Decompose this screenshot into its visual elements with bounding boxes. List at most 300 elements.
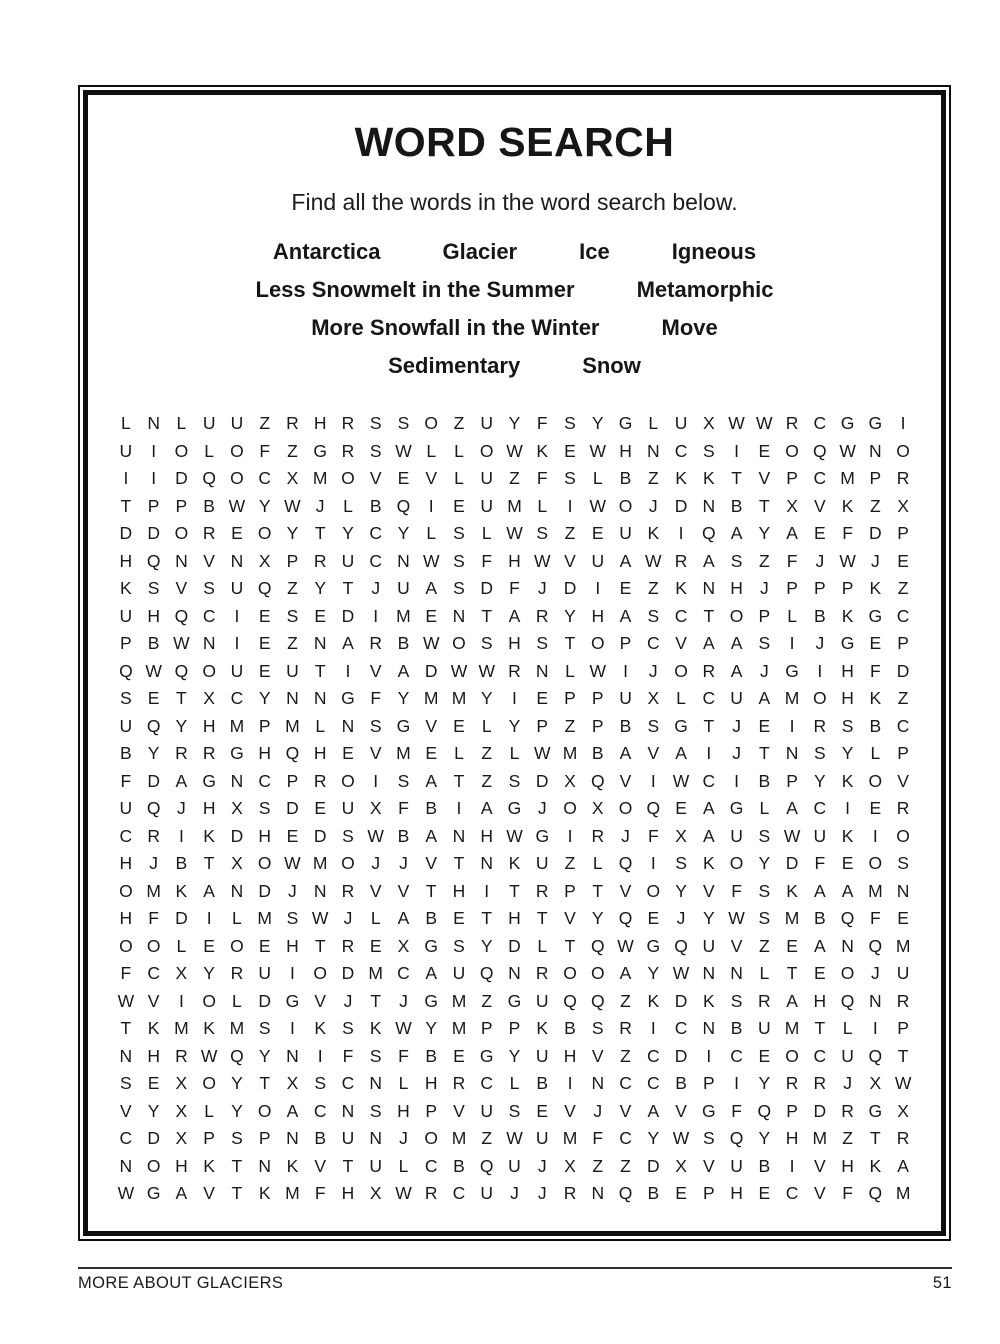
grid-letter: I — [428, 495, 434, 516]
grid-letter: J — [399, 853, 408, 873]
grid-letter: A — [702, 798, 715, 818]
grid-letter: Y — [813, 770, 826, 791]
grid-letter: H — [147, 605, 160, 626]
grid-letter: B — [120, 743, 132, 763]
grid-letter: Q — [146, 715, 161, 736]
grid-letter: I — [567, 495, 573, 516]
grid-letter: E — [758, 440, 771, 461]
grid-letter: O — [618, 798, 633, 818]
grid-letter: V — [564, 1100, 576, 1121]
grid-letter: M — [784, 1018, 800, 1038]
grid-letter: Q — [479, 963, 494, 983]
grid-letter: X — [869, 1073, 882, 1093]
grid-letter: N — [730, 963, 743, 983]
grid-letter: E — [425, 743, 438, 763]
grid-letter: O — [202, 1073, 216, 1093]
grid-letter: N — [785, 743, 799, 763]
grid-letter: K — [286, 1155, 299, 1176]
grid-letter: H — [508, 908, 521, 928]
grid-letter: T — [509, 880, 520, 901]
grid-letter: Y — [397, 523, 410, 543]
grid-letter: S — [203, 578, 215, 598]
grid-letter: P — [786, 578, 798, 598]
grid-letter: T — [758, 743, 770, 763]
grid-letter: R — [563, 1183, 577, 1203]
grid-letter: N — [313, 880, 327, 901]
grid-letter: J — [537, 798, 547, 818]
grid-letter: F — [370, 688, 382, 708]
grid-letter: E — [536, 1100, 549, 1121]
grid-letter: U — [535, 1045, 549, 1066]
grid-letter: W — [839, 440, 856, 461]
grid-letter: Q — [146, 798, 161, 818]
page-frame-inner — [83, 90, 946, 1236]
grid-letter: H — [619, 440, 632, 461]
grid-letter: Y — [841, 743, 854, 763]
grid-letter: N — [591, 1183, 605, 1203]
grid-letter: E — [453, 715, 465, 736]
grid-letter: R — [508, 660, 521, 681]
grid-letter: B — [203, 495, 215, 516]
grid-letter: L — [398, 1155, 409, 1176]
grid-letter: S — [702, 440, 715, 461]
grid-letter: Y — [647, 1128, 660, 1148]
grid-letter: Y — [591, 908, 604, 928]
grid-letter: E — [258, 633, 271, 653]
grid-letter: L — [787, 605, 797, 626]
grid-letter: X — [675, 825, 687, 846]
grid-letter: J — [732, 743, 741, 763]
grid-letter: U — [674, 413, 688, 433]
grid-letter: M — [146, 880, 161, 901]
grid-letter: E — [841, 853, 854, 873]
grid-letter: S — [675, 853, 687, 873]
grid-letter: T — [453, 853, 465, 873]
grid-letter: U — [369, 1155, 383, 1176]
grid-letter: G — [424, 990, 439, 1011]
grid-letter: K — [314, 1018, 327, 1038]
grid-letter: J — [371, 578, 381, 598]
grid-letter: V — [369, 880, 382, 901]
grid-letter: R — [535, 880, 549, 901]
grid-letter: S — [730, 550, 743, 571]
grid-letter: I — [567, 825, 573, 846]
grid-letter: N — [341, 715, 355, 736]
grid-letter: T — [314, 935, 326, 956]
grid-letter: W — [645, 550, 662, 571]
grid-letter: E — [425, 605, 438, 626]
grid-letter: O — [868, 770, 883, 791]
grid-letter: Q — [840, 908, 855, 928]
grid-letter: N — [702, 963, 716, 983]
grid-letter: V — [314, 990, 327, 1011]
grid-letter: Y — [758, 523, 771, 543]
grid-letter: N — [202, 633, 216, 653]
grid-letter: A — [675, 743, 687, 763]
grid-letter: V — [564, 908, 576, 928]
grid-letter: E — [258, 660, 271, 681]
grid-letter: V — [758, 468, 771, 488]
grid-letter: P — [536, 715, 549, 736]
grid-letter: I — [650, 1018, 656, 1038]
grid-letter: P — [175, 495, 188, 516]
grid-letter: Z — [647, 578, 659, 598]
grid-letter: O — [202, 660, 216, 681]
grid-letter: V — [647, 743, 660, 763]
grid-letter: Q — [479, 1155, 494, 1176]
grid-letter: R — [896, 990, 910, 1011]
grid-letter: E — [675, 798, 687, 818]
grid-letter: H — [147, 1045, 160, 1066]
grid-letter: S — [647, 605, 660, 626]
grid-letter: E — [897, 550, 909, 571]
grid-letter: N — [397, 550, 410, 571]
grid-letter: I — [234, 605, 240, 626]
grid-letter: H — [119, 550, 133, 571]
grid-letter: E — [647, 908, 660, 928]
grid-letter: X — [175, 1128, 188, 1148]
grid-letter: Q — [174, 605, 189, 626]
grid-letter: F — [842, 1183, 853, 1203]
grid-letter: N — [480, 853, 494, 873]
grid-letter: E — [619, 578, 632, 598]
grid-letter: F — [398, 1045, 409, 1066]
grid-letter: W — [506, 523, 523, 543]
grid-letter: Q — [202, 468, 216, 488]
grid-letter: O — [230, 935, 244, 956]
grid-letter: O — [119, 880, 133, 901]
grid-letter: X — [175, 1073, 188, 1093]
grid-letter: E — [258, 935, 271, 956]
grid-letter: E — [314, 605, 327, 626]
grid-letter: Q — [257, 578, 272, 598]
grid-letter: G — [479, 1045, 494, 1066]
grid-letter: P — [786, 770, 798, 791]
grid-letter: H — [313, 413, 327, 433]
grid-letter: B — [813, 605, 826, 626]
grid-letter: Y — [286, 523, 299, 543]
grid-letter: I — [151, 468, 157, 488]
grid-letter: M — [229, 1018, 245, 1038]
grid-letter: H — [480, 825, 494, 846]
grid-letter: Q — [729, 1128, 744, 1148]
grid-letter: C — [813, 413, 827, 433]
grid-letter: Q — [868, 1183, 883, 1203]
grid-letter: M — [451, 1018, 467, 1038]
grid-letter: N — [313, 633, 327, 653]
grid-letter: Q — [813, 440, 827, 461]
grid-letter: D — [258, 990, 271, 1011]
grid-letter: Z — [453, 413, 465, 433]
grid-letter: T — [120, 495, 132, 516]
grid-letter: M — [784, 688, 800, 708]
grid-letter: K — [120, 578, 132, 598]
grid-letter: J — [343, 908, 353, 928]
grid-letter: R — [202, 743, 216, 763]
grid-letter: D — [175, 468, 188, 488]
grid-letter: T — [897, 1045, 909, 1066]
grid-letter: E — [591, 523, 604, 543]
grid-letter: K — [869, 1155, 882, 1176]
grid-letter: R — [619, 1018, 632, 1038]
grid-letter: X — [675, 1155, 687, 1176]
grid-letter: N — [230, 550, 244, 571]
grid-letter: C — [674, 1018, 688, 1038]
grid-letter: B — [425, 798, 438, 818]
grid-letter: H — [258, 743, 271, 763]
grid-letter: T — [870, 1128, 881, 1148]
grid-letter: S — [758, 825, 771, 846]
grid-letter: I — [734, 770, 739, 791]
grid-letter: C — [619, 1073, 632, 1093]
grid-letter: G — [507, 798, 522, 818]
grid-letter: C — [646, 633, 660, 653]
grid-letter: X — [286, 1073, 299, 1093]
grid-letter: T — [203, 853, 215, 873]
grid-letter: T — [814, 1018, 826, 1038]
grid-letter: D — [341, 963, 355, 983]
grid-letter: W — [533, 743, 551, 763]
grid-letter: E — [564, 440, 576, 461]
grid-letter: I — [289, 963, 295, 983]
grid-letter: V — [203, 550, 215, 571]
grid-letter: E — [286, 825, 299, 846]
grid-letter: I — [512, 688, 517, 708]
grid-letter: B — [175, 853, 188, 873]
grid-letter: V — [702, 880, 715, 901]
grid-letter: R — [535, 963, 549, 983]
grid-letter: W — [200, 1045, 218, 1066]
grid-letter: U — [119, 440, 133, 461]
grid-letter: G — [285, 990, 300, 1011]
grid-letter: A — [425, 825, 438, 846]
grid-letter: P — [564, 688, 576, 708]
grid-letter: S — [758, 880, 771, 901]
grid-letter: L — [509, 743, 520, 763]
grid-letter: L — [343, 495, 353, 516]
grid-letter: S — [647, 715, 660, 736]
grid-letter: L — [592, 468, 603, 488]
grid-letter: D — [563, 578, 577, 598]
grid-letter: M — [451, 990, 467, 1011]
grid-letter: R — [286, 413, 299, 433]
grid-letter: R — [896, 468, 910, 488]
grid-letter: J — [870, 963, 880, 983]
grid-letter: U — [480, 495, 494, 516]
grid-letter: Y — [508, 413, 521, 433]
grid-letter: R — [341, 880, 355, 901]
grid-letter: W — [506, 825, 523, 846]
grid-letter: T — [592, 880, 604, 901]
grid-letter: O — [313, 963, 327, 983]
grid-letter: F — [536, 413, 548, 433]
grid-letter: N — [230, 880, 244, 901]
grid-letter: N — [896, 880, 910, 901]
grid-letter: A — [397, 660, 410, 681]
grid-letter: Q — [590, 935, 605, 956]
grid-letter: K — [536, 1018, 549, 1038]
grid-letter: N — [702, 495, 716, 516]
grid-letter: L — [842, 1018, 853, 1038]
grid-letter: I — [789, 715, 795, 736]
grid-letter: J — [537, 1183, 547, 1203]
grid-letter: R — [341, 440, 355, 461]
grid-letter: X — [231, 798, 243, 818]
grid-letter: R — [341, 413, 355, 433]
grid-letter: U — [841, 1045, 854, 1066]
grid-letter: S — [342, 1018, 354, 1038]
grid-letter: F — [731, 1100, 742, 1121]
grid-letter: A — [508, 605, 521, 626]
grid-letter: H — [841, 688, 854, 708]
grid-letter: D — [535, 770, 549, 791]
grid-letter: N — [369, 1073, 383, 1093]
grid-letter: U — [119, 715, 133, 736]
grid-letter: S — [730, 990, 743, 1011]
grid-letter: H — [785, 1128, 799, 1148]
grid-letter: J — [343, 990, 353, 1011]
grid-letter: I — [678, 523, 684, 543]
grid-letter: F — [314, 1183, 326, 1203]
grid-letter: S — [286, 605, 299, 626]
grid-letter: S — [508, 770, 521, 791]
grid-letter: R — [175, 1045, 188, 1066]
grid-letter: L — [537, 495, 548, 516]
grid-letter: J — [371, 853, 381, 873]
grid-letter: V — [369, 743, 382, 763]
grid-letter: O — [230, 440, 244, 461]
grid-letter: N — [313, 688, 327, 708]
grid-letter: V — [619, 1100, 632, 1121]
grid-letter: X — [369, 798, 382, 818]
grid-letter: V — [397, 880, 410, 901]
grid-letter: D — [424, 660, 438, 681]
grid-letter: Y — [758, 1128, 771, 1148]
grid-letter: C — [119, 825, 133, 846]
grid-letter: X — [702, 413, 715, 433]
grid-letter: P — [897, 1018, 909, 1038]
grid-letter: V — [813, 1155, 826, 1176]
grid-letter: W — [284, 853, 301, 873]
grid-letter: P — [758, 605, 771, 626]
grid-letter: E — [453, 908, 465, 928]
grid-letter: D — [230, 825, 244, 846]
grid-letter: I — [373, 605, 379, 626]
grid-letter: T — [342, 578, 354, 598]
grid-letter: J — [537, 578, 547, 598]
grid-letter: A — [702, 633, 715, 653]
grid-letter: T — [564, 935, 576, 956]
grid-letter: N — [591, 1073, 605, 1093]
grid-letter: T — [342, 1155, 354, 1176]
grid-letter: V — [369, 660, 382, 681]
grid-letter: O — [590, 963, 605, 983]
grid-letter: L — [592, 853, 603, 873]
grid-letter: A — [730, 633, 743, 653]
grid-letter: O — [840, 963, 855, 983]
letter-grid — [112, 410, 917, 1208]
grid-letter: D — [869, 523, 882, 543]
grid-letter: W — [311, 908, 329, 928]
grid-letter: F — [842, 523, 853, 543]
grid-letter: Y — [342, 523, 354, 543]
grid-letter: S — [453, 935, 465, 956]
grid-letter: E — [397, 468, 410, 488]
footer-rule — [78, 1267, 952, 1269]
grid-letter: Z — [481, 990, 493, 1011]
grid-letter: W — [395, 1018, 412, 1038]
grid-letter: C — [397, 963, 410, 983]
grid-letter: S — [536, 523, 549, 543]
grid-letter: W — [783, 825, 801, 846]
grid-letter: A — [425, 963, 438, 983]
grid-letter: H — [591, 605, 605, 626]
grid-letter: X — [175, 1100, 188, 1121]
grid-letter: G — [202, 770, 216, 791]
grid-letter: Q — [701, 523, 716, 543]
grid-letter: C — [313, 1100, 327, 1121]
grid-letter: L — [509, 1073, 520, 1093]
grid-letter: R — [424, 1183, 438, 1203]
grid-letter: R — [313, 550, 327, 571]
grid-letter: P — [203, 1128, 215, 1148]
grid-letter: L — [232, 990, 242, 1011]
grid-letter: H — [202, 715, 216, 736]
grid-letter: N — [230, 770, 244, 791]
grid-letter: Z — [620, 1045, 631, 1066]
grid-letter: S — [369, 440, 382, 461]
grid-letter: B — [813, 908, 826, 928]
grid-letter: C — [674, 440, 688, 461]
grid-letter: S — [813, 743, 826, 763]
grid-letter: R — [202, 523, 216, 543]
grid-letter: Z — [564, 523, 576, 543]
grid-letter: K — [203, 1155, 215, 1176]
grid-letter: Q — [618, 853, 633, 873]
grid-letter: Z — [758, 935, 770, 956]
grid-letter: L — [426, 523, 437, 543]
grid-letter: X — [175, 963, 188, 983]
grid-letter: L — [398, 1073, 409, 1093]
grid-letter: M — [784, 908, 800, 928]
grid-letter: U — [452, 963, 466, 983]
grid-letter: A — [647, 1100, 660, 1121]
grid-letter: N — [702, 1018, 716, 1038]
grid-letter: K — [869, 578, 882, 598]
grid-letter: J — [676, 908, 686, 928]
grid-letter: Z — [897, 688, 909, 708]
grid-letter: P — [591, 688, 604, 708]
grid-letter: R — [230, 963, 244, 983]
grid-letter: E — [813, 963, 826, 983]
grid-letter: O — [896, 825, 910, 846]
grid-letter: N — [341, 1100, 355, 1121]
grid-letter: U — [397, 578, 410, 598]
grid-letter: K — [369, 1018, 382, 1038]
grid-letter: A — [758, 688, 771, 708]
grid-letter: Q — [230, 1045, 244, 1066]
footer — [78, 1274, 952, 1293]
word-list-line — [88, 309, 941, 347]
grid-letter: V — [314, 1155, 327, 1176]
footer-book-title: MORE ABOUT GLACIERS — [78, 1274, 284, 1292]
grid-letter: R — [369, 633, 383, 653]
grid-letter: D — [674, 990, 688, 1011]
grid-letter: I — [845, 798, 851, 818]
grid-letter: U — [619, 688, 632, 708]
grid-letter: U — [341, 798, 355, 818]
grid-letter: S — [147, 578, 160, 598]
